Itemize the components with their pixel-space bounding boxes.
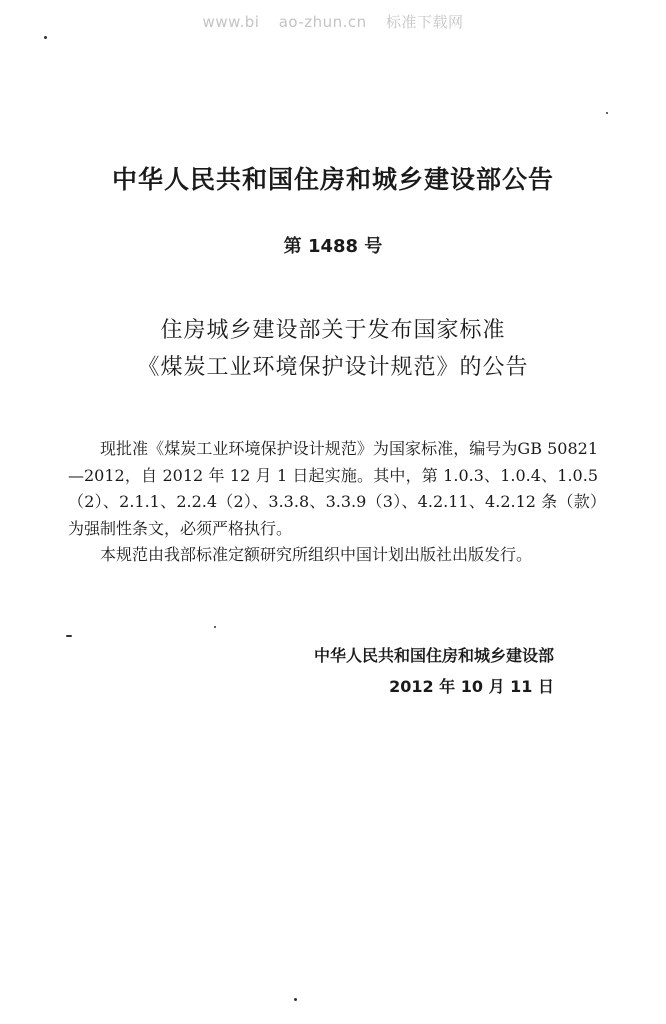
body-paragraph-approval: 现批准《煤炭工业环境保护设计规范》为国家标准，编号为GB 50821—2012，自 2012 年 12 月 1 日起实施。其中，第 1.0.3、1.0.4、1.0.5（2）、2.1.1、2.2.4（2）、3.3.8、3.3.9（3）、4.2.11、4.2.12 条（款）为强制性条文，必须严格执行。 <box>68 439 598 538</box>
signature-block <box>314 640 554 702</box>
notice-body <box>68 436 598 569</box>
notice-title: 中华人民共和国住房和城乡建设部公告 <box>111 165 554 194</box>
scan-speck <box>44 36 47 39</box>
body-paragraph-publication: 本规范由我部标准定额研究所组织中国计划出版社出版发行。 <box>100 545 533 564</box>
issuer-name: 中华人民共和国住房和城乡建设部 <box>313 646 554 665</box>
notice-subtitle-line2: 《煤炭工业环境保护设计规范》的公告 <box>137 355 529 380</box>
notice-number: 第 1488 号 <box>283 236 383 257</box>
scan-speck <box>214 626 216 628</box>
scan-speck <box>606 112 608 114</box>
watermark: www.bi ao-zhun.cn 标准下载网 <box>202 13 464 31</box>
issue-date: 2012 年 10 月 11 日 <box>389 677 554 696</box>
notice-subtitle-line1: 住房城乡建设部关于发布国家标准 <box>160 318 506 343</box>
scan-speck <box>66 635 72 637</box>
scan-speck <box>294 998 297 1001</box>
